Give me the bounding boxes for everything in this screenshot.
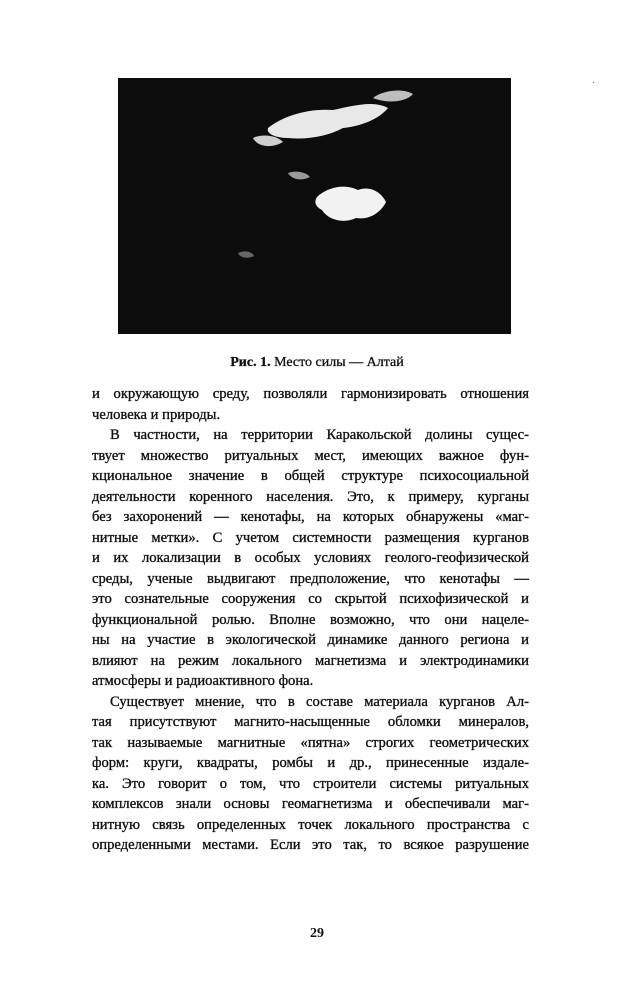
text-line: так называемые магнитные «пятна» строгих геометрических: [92, 734, 529, 751]
text-line: кциональное значение в общей структуре психосоциальной: [92, 468, 529, 484]
figure-caption: [0, 355, 634, 371]
text-line: и окружающую среду, позволяли гармонизировать отношения: [92, 386, 529, 402]
paragraph: [92, 425, 529, 692]
paragraph: [92, 384, 529, 425]
text-line: тая присутствуют магнито-насыщенные обломки минералов,: [92, 714, 529, 730]
text-line: Существует мнение, что в составе материала курганов Ал-: [110, 693, 529, 710]
figure-label: Рис. 1.: [230, 355, 271, 370]
text-line: нитные метки». С учетом системности размещения курганов: [92, 529, 529, 546]
figure-title: Место силы — Алтай: [274, 355, 404, 370]
text-line: твует множество ритуальных мест, имеющих важное фун-: [92, 447, 529, 464]
text-line: нитную связь определенных точек локального пространства с: [92, 816, 529, 833]
text-line: ка. Это говорит о том, что строители системы ритуальных: [92, 775, 529, 792]
text-line: В частности, на территории Каракольской долины сущес-: [110, 427, 529, 443]
text-line: деятельности коренного населения. Это, к примеру, курганы: [92, 488, 529, 505]
text-line: функциональной ролью. Вполне возможно, что они нацеле-: [92, 611, 529, 628]
text-line: форм: круги, квадраты, ромбы и др., принесенные издале-: [92, 755, 529, 771]
text-line: человека и природы.: [92, 406, 221, 423]
text-line: и их локализации в особых условиях геолого-геофизической: [92, 550, 529, 566]
paragraph: [92, 692, 529, 856]
text-line: среды, ученые выдвигают предположение, что кенотафы —: [92, 570, 529, 587]
text-line: комплексов знали основы геомагнетизма и обеспечивали маг-: [92, 796, 529, 812]
text-line: без захоронений — кенотафы, на которых обнаружены «маг-: [92, 509, 529, 525]
page-number: 29: [310, 926, 324, 941]
figure-photo-altai: [118, 78, 511, 334]
text-line: ны на участие в экологической динамике данного региона и: [92, 632, 529, 648]
text-line: атмосферы и радиоактивного фона.: [92, 673, 314, 689]
scan-speck: ·: [592, 78, 596, 89]
text-line: определенными местами. Если это так, то всякое разрушение: [92, 837, 529, 853]
text-line: влияют на режим локального магнетизма и электродинамики: [92, 652, 529, 669]
body-text: [92, 384, 529, 856]
text-line: это сознательные сооружения со скрытой психофизической и: [92, 591, 529, 607]
